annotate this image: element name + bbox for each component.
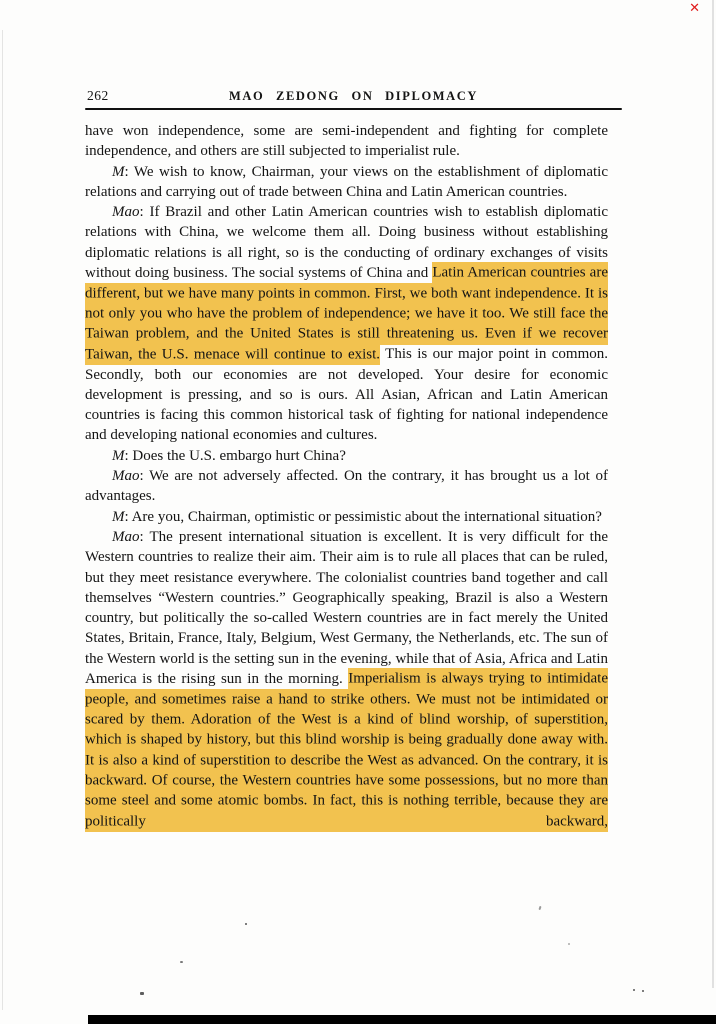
text-segment: : We wish to know, Chairman, your views on the establishment of diplomatic relations and carrying out of trade between China and Latin American countries. bbox=[85, 163, 608, 200]
highlighted-text: Imperialism is always trying to intimidate people, and sometimes raise a hand to strike others. We must not be intimidated or scared by them. Adoration of the West is a kind of blind worship, of superstition, which is shaped by history, but this blind worship is being gradually done away with. It is also a kind of superstition to describe the West as advanced. On the contrary, it is backward. Of course, the Western countries have some possessions, but no more than some steel and some atomic bombs. In fact, this is nothing terrible, because they are politically backward, bbox=[85, 668, 608, 831]
speaker-label: Mao bbox=[112, 468, 140, 485]
scan-speck bbox=[140, 992, 144, 995]
scan-speck bbox=[538, 906, 541, 910]
scan-speck bbox=[568, 943, 570, 945]
paragraph-question-2 bbox=[85, 446, 608, 466]
speaker-label: Mao bbox=[112, 204, 140, 221]
text-segment: : Are you, Chairman, optimistic or pessimistic about the international situation? bbox=[124, 508, 602, 525]
scan-speck bbox=[642, 990, 644, 992]
page-edge-right bbox=[712, 0, 714, 988]
text-segment: This is our major point in common. Secondly, both our economies are not developed. Your desire for economic development is pressing, and so is ours. All Asian, African and Latin American countries is facing this common historical task of fighting for national independence and developing national economies and cultures. bbox=[85, 346, 608, 444]
close-icon[interactable]: ✕ bbox=[689, 1, 700, 16]
running-header bbox=[85, 88, 622, 106]
text-segment: have won independence, some are semi-independent and fighting for complete independence, and others are still subjected to imperialist rule. bbox=[85, 123, 608, 160]
running-title: MAO ZEDONG ON DIPLOMACY bbox=[228, 89, 479, 103]
text-segment: : If Brazil and other Latin American countries wish to establish diplomatic relations with China, we welcome them all. Doing business without establishing diplomatic relations is all right, so is the conducting of ordinary exchanges of visits without doing business. The social systems of China and bbox=[85, 204, 608, 282]
text-segment: : We are not adversely affected. On the contrary, it has brought us a lot of advantages. bbox=[85, 468, 608, 505]
paragraph-question-1 bbox=[85, 162, 608, 203]
scan-artifact-bottom-bar bbox=[88, 1015, 716, 1024]
scan-speck bbox=[245, 923, 247, 925]
speaker-label: M bbox=[112, 163, 125, 180]
speaker-label: M bbox=[112, 508, 125, 525]
text-segment: : Does the U.S. embargo hurt China? bbox=[124, 447, 346, 464]
paragraph-mao-answer-3 bbox=[85, 527, 608, 831]
highlighted-text: Latin American countries are different, but we have many points in common. First, we both want independence. It is not only you who have the problem of independence; we have it too. We still face the Taiwan problem, and the United States is still threatening us. Even if we recover Taiwan, the U.S. menace will continue to exist. bbox=[85, 262, 608, 364]
speaker-label: Mao bbox=[112, 528, 140, 545]
scan-speck bbox=[633, 989, 635, 991]
page-edge-left bbox=[2, 30, 3, 1010]
paragraph-question-3 bbox=[85, 507, 608, 527]
page-body bbox=[85, 121, 608, 831]
page-number: 262 bbox=[87, 88, 109, 103]
header-rule bbox=[85, 108, 622, 110]
paragraph-continuation bbox=[85, 121, 608, 162]
scan-speck bbox=[180, 961, 183, 963]
paragraph-mao-answer-1 bbox=[85, 202, 608, 446]
paragraph-mao-answer-2 bbox=[85, 466, 608, 507]
text-segment: : The present international situation is excellent. It is very difficult for the Western countries to realize their aim. Their aim is to rule all places that can be ruled, but they meet resistance everywhere. The colonialist countries band together and call themselves “Western countries.” Geographically speaking, Brazil is also a Western country, but politically the so-called Western countries are in fact merely the United States, Britain, France, Italy, Belgium, West Germany, the Netherlands, etc. The sun of the Western world is the setting sun in the evening, while that of Asia, Africa and Latin America is the rising sun in the morning. bbox=[85, 528, 608, 688]
speaker-label: M bbox=[112, 447, 125, 464]
